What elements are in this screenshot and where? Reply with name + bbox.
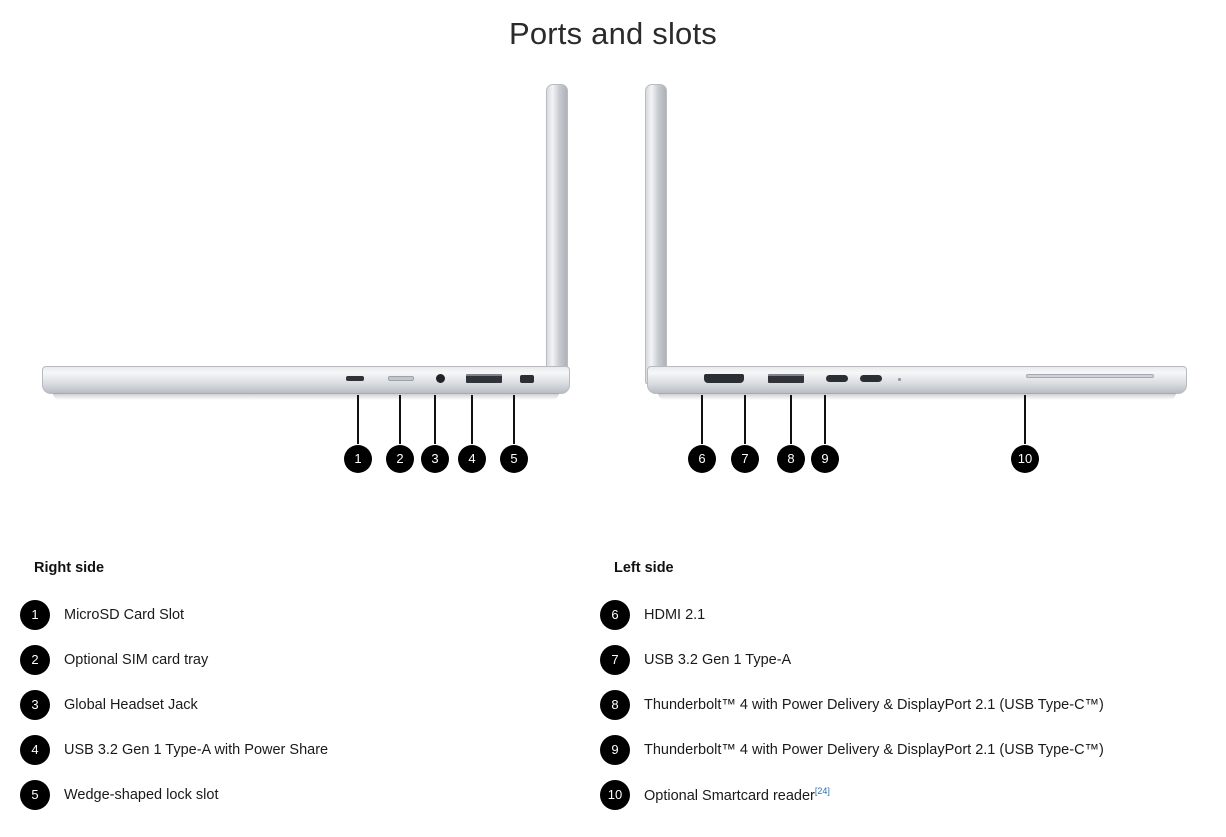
legend-left-heading: Left side (614, 560, 674, 576)
legend-label: Thunderbolt™ 4 with Power Delivery & DisplayPort 2.1 (USB Type-C™) (644, 696, 1104, 713)
microsd-card-slot-port (346, 376, 364, 381)
usb-type-a-port (768, 374, 804, 383)
list-item (600, 637, 1210, 682)
page-title: Ports and slots (508, 16, 718, 51)
legend-number: 4 (20, 735, 50, 765)
laptop-base-right-view (42, 366, 570, 394)
footnote-reference[interactable]: [24] (814, 785, 830, 796)
legend-label: Wedge-shaped lock slot (64, 786, 219, 803)
legend-number: 10 (600, 780, 630, 810)
laptop-base-left-view (647, 366, 1187, 394)
callout-bubble-3: 3 (421, 445, 449, 473)
list-item (20, 637, 580, 682)
list-item (20, 592, 580, 637)
list-item (20, 772, 580, 817)
legend-number: 1 (20, 600, 50, 630)
callout-bubble-7: 7 (731, 445, 759, 473)
legend-label: Global Headset Jack (64, 696, 198, 713)
callout-bubble-2: 2 (386, 445, 414, 473)
legend-label: Thunderbolt™ 4 with Power Delivery & DisplayPort 2.1 (USB Type-C™) (644, 741, 1104, 758)
callout-leader-9 (824, 395, 826, 444)
thunderbolt-port-1 (826, 375, 848, 382)
callout-leader-5 (513, 395, 515, 444)
legend-number: 6 (600, 600, 630, 630)
legend-right-heading: Right side (34, 560, 105, 576)
callout-bubble-4: 4 (458, 445, 486, 473)
legend-number: 9 (600, 735, 630, 765)
list-item (20, 682, 580, 727)
callout-leader-3 (434, 395, 436, 444)
list-item (20, 727, 580, 772)
callout-bubble-6: 6 (688, 445, 716, 473)
callout-bubble-9: 9 (811, 445, 839, 473)
legend-number: 7 (600, 645, 630, 675)
status-pin-hole (898, 378, 901, 381)
legend-right-side (20, 560, 580, 817)
legend-label: HDMI 2.1 (644, 606, 706, 623)
list-item (600, 592, 1210, 637)
callout-leader-10 (1024, 395, 1026, 444)
callout-leader-8 (790, 395, 792, 444)
callout-bubble-8: 8 (777, 445, 805, 473)
callout-bubble-10: 10 (1011, 445, 1039, 473)
headset-jack-port (436, 374, 445, 383)
hdmi-port (704, 374, 744, 383)
laptop-lid-left-view (645, 84, 667, 384)
callout-leader-2 (399, 395, 401, 444)
legend-left-side (600, 560, 1210, 817)
callout-leader-7 (744, 395, 746, 444)
list-item (600, 727, 1210, 772)
sim-card-tray-port (388, 376, 414, 381)
legend-label (644, 786, 830, 804)
legend-number: 2 (20, 645, 50, 675)
callout-leader-4 (471, 395, 473, 444)
callout-leader-6 (701, 395, 703, 444)
legend-label: MicroSD Card Slot (64, 606, 185, 623)
legend-number: 3 (20, 690, 50, 720)
legend-label: USB 3.2 Gen 1 Type-A (644, 651, 792, 668)
legend-label: Optional SIM card tray (64, 651, 209, 668)
legend-label: USB 3.2 Gen 1 Type-A with Power Share (64, 741, 329, 758)
callout-leader-1 (357, 395, 359, 444)
callout-bubble-1: 1 (344, 445, 372, 473)
laptop-left-side-illustration (625, 75, 1195, 466)
thunderbolt-port-2 (860, 375, 882, 382)
legend-number: 8 (600, 690, 630, 720)
wedge-lock-slot-port (520, 375, 534, 383)
list-item (600, 682, 1210, 727)
usb-type-a-powershare-port (466, 374, 502, 383)
list-item (600, 772, 1210, 817)
laptop-right-side-illustration (30, 75, 590, 466)
callout-bubble-5: 5 (500, 445, 528, 473)
legend-label-text: Optional Smartcard reader (644, 787, 815, 804)
legend-number: 5 (20, 780, 50, 810)
smartcard-reader-slot (1026, 374, 1154, 378)
laptop-lid-right-view (546, 84, 568, 384)
